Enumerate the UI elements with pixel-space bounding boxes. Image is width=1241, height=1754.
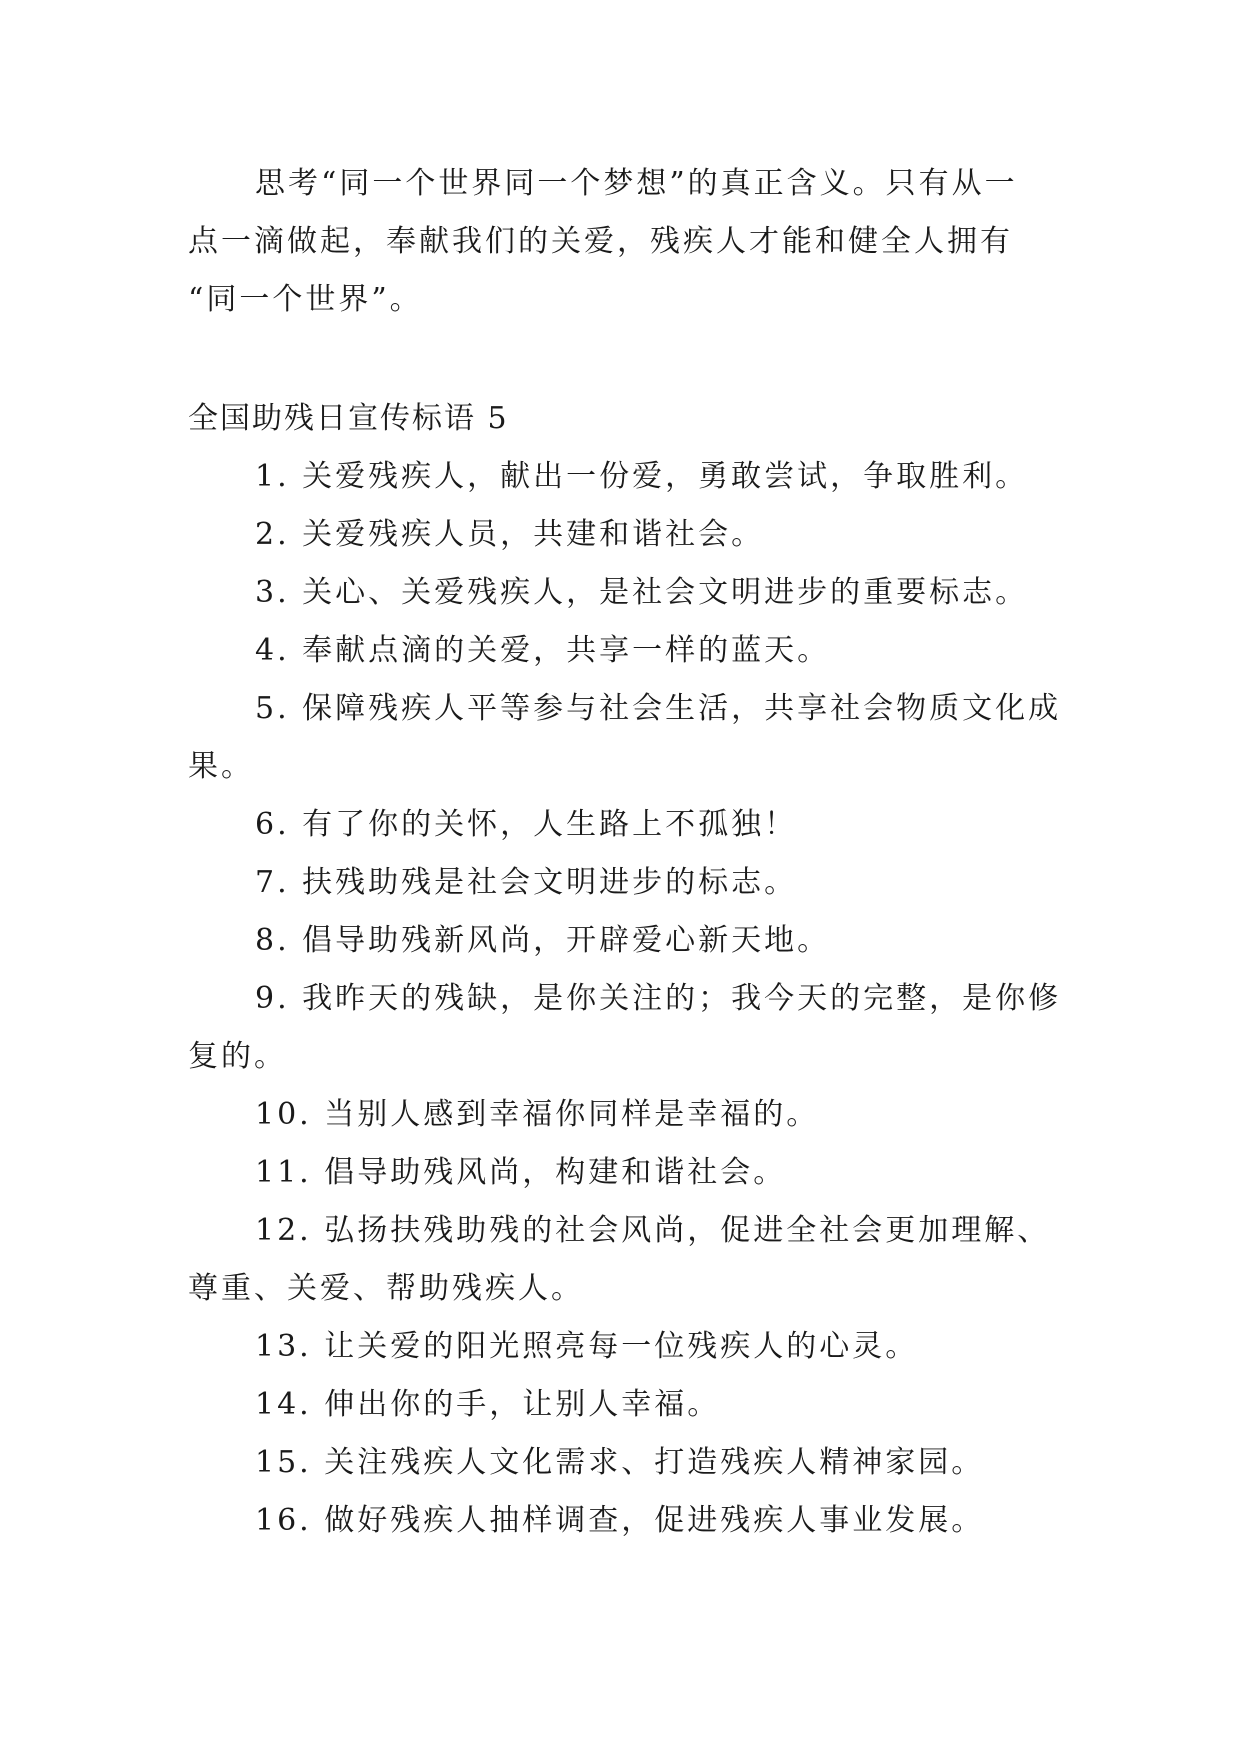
slogan-item-7: 7. 扶残助残是社会文明进步的标志。 — [255, 865, 798, 900]
intro-line-2: 点一滴做起，奉献我们的关爱，残疾人才能和健全人拥有 — [188, 224, 1013, 259]
slogan-item-2: 2. 关爱残疾人员，共建和谐社会。 — [255, 517, 765, 552]
slogan-item-5-continued: 果。 — [188, 749, 254, 784]
slogan-item-3: 3. 关心、关爱残疾人，是社会文明进步的重要标志。 — [255, 575, 1029, 610]
slogan-item-14: 14. 伸出你的手，让别人幸福。 — [255, 1387, 721, 1422]
slogan-item-8: 8. 倡导助残新风尚，开辟爱心新天地。 — [255, 923, 831, 958]
intro-line-3: “同一个世界”。 — [188, 282, 423, 317]
slogan-item-12: 12. 弘扬扶残助残的社会风尚，促进全社会更加理解、 — [255, 1213, 1051, 1248]
slogan-item-13: 13. 让关爱的阳光照亮每一位残疾人的心灵。 — [255, 1329, 919, 1364]
slogan-item-9: 9. 我昨天的残缺，是你关注的；我今天的完整，是你修 — [255, 981, 1062, 1016]
slogan-item-6: 6. 有了你的关怀，人生路上不孤独！ — [255, 807, 798, 842]
slogan-item-16: 16. 做好残疾人抽样调查，促进残疾人事业发展。 — [255, 1503, 985, 1538]
slogan-item-10: 10. 当别人感到幸福你同样是幸福的。 — [255, 1097, 820, 1132]
slogan-item-12-continued: 尊重、关爱、帮助残疾人。 — [188, 1271, 584, 1306]
intro-line-1: 思考“同一个世界同一个梦想”的真正含义。只有从一 — [255, 166, 1018, 201]
slogan-item-9-continued: 复的。 — [188, 1039, 287, 1074]
slogan-item-4: 4. 奉献点滴的关爱，共享一样的蓝天。 — [255, 633, 831, 668]
section-title: 全国助残日宣传标语 5 — [188, 401, 509, 436]
slogan-item-15: 15. 关注残疾人文化需求、打造残疾人精神家园。 — [255, 1445, 985, 1480]
slogan-item-11: 11. 倡导助残风尚，构建和谐社会。 — [255, 1155, 787, 1190]
slogan-item-5: 5. 保障残疾人平等参与社会生活，共享社会物质文化成 — [255, 691, 1062, 726]
slogan-item-1: 1. 关爱残疾人，献出一份爱，勇敢尝试，争取胜利。 — [255, 459, 1029, 494]
